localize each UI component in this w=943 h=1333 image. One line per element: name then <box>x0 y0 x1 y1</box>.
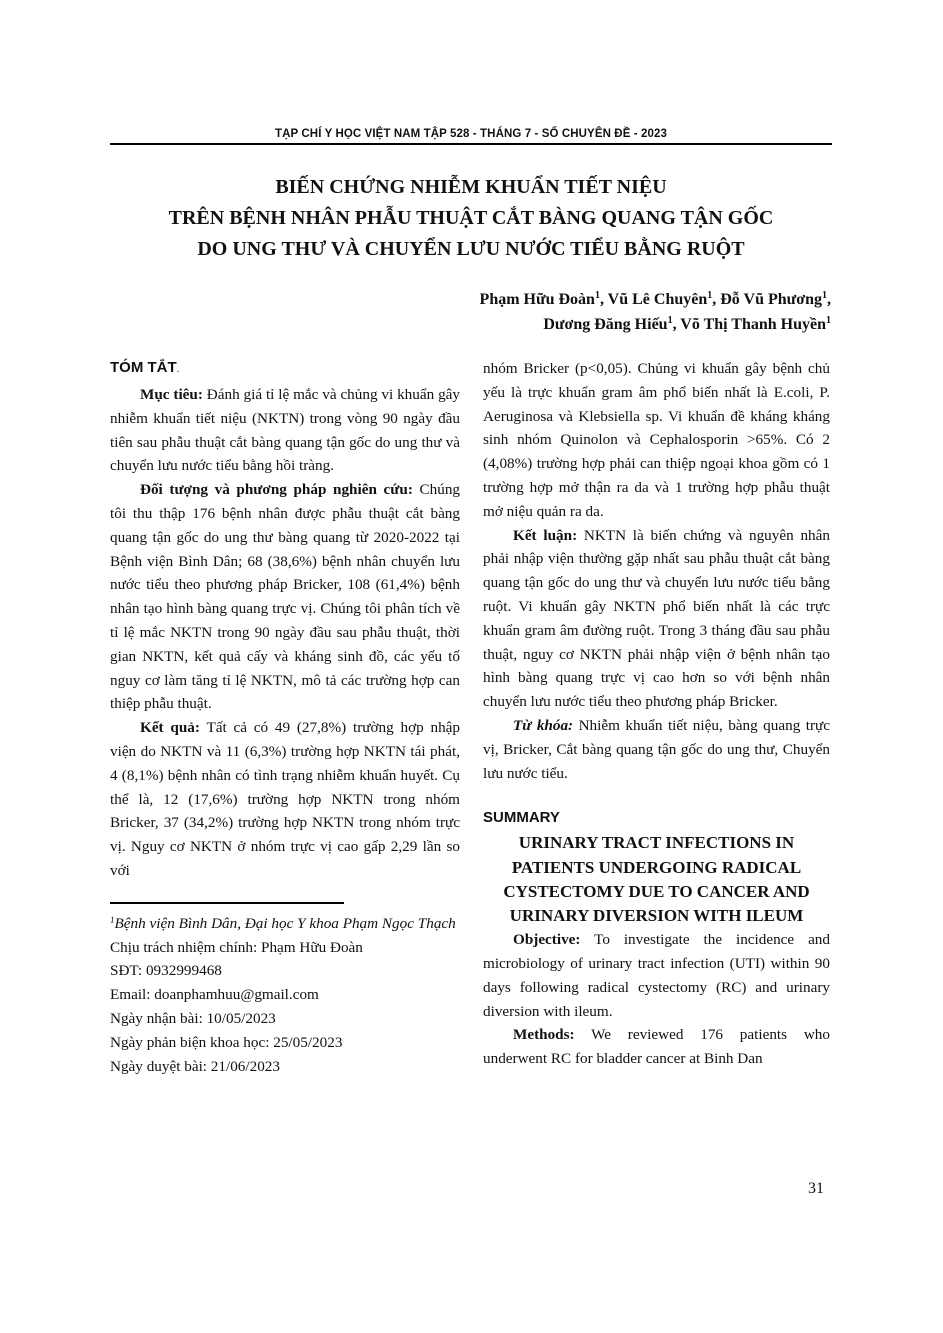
en-objective-text: To investigate the incidence and microbiology of urinary tract infection (UTI) within 90 days following radical cystectomy (RC) and urinary diversion with ileum. <box>483 931 830 1020</box>
author-line-2 <box>480 312 831 337</box>
abstract-heading: TÓM TẮT. <box>110 359 180 376</box>
title-line-2: TRÊN BỆNH NHÂN PHẪU THUẬT CẮT BÀNG QUANG TẬN GỐC <box>168 207 774 229</box>
separator: , <box>599 291 608 308</box>
en-methods-text: We reviewed 176 patients who underwent RC for bladder cancer at Binh Dan <box>483 1026 830 1068</box>
en-methods-label: Methods: <box>513 1026 575 1044</box>
objective-text: Đánh giá tỉ lệ mắc và chủng vi khuẩn gây nhiễm khuẩn tiết niệu (NKTN) trong vòng 90 ngày đầu tiên sau phẫu thuật cắt bàng quang tận gốc do ung thư và chuyển lưu nước tiểu bằng hồi tràng. <box>110 386 460 475</box>
date-received: Ngày nhận bài: 10/05/2023 <box>110 1009 276 1027</box>
footnotes <box>110 912 460 1079</box>
affiliation-mark: 1 <box>707 290 713 301</box>
header-rule <box>110 143 832 145</box>
methods-text: Chúng tôi thu thập 176 bệnh nhân được phẫu thuật cắt bàng quang tận gốc do ung thư bàng quang từ 2020-2022 tại Bệnh viện Bình Dân; 68 (38,6%) bệnh nhân chuyển lưu nước tiểu theo phương pháp Bricker, 108 (61,4%) bệnh nhân tạo hình bàng quang trực vị. Chúng tôi phân tích về tỉ lệ mắc NKTN trong 90 ngày đầu sau phẫu thuật, thời gian NKTN, kết quả cấy và kháng sinh đồ, các yếu tố nguy cơ làm tăng tỉ lệ NKTN, mô tả các trường hợp can thiệp phẫu thuật. <box>110 481 461 713</box>
conclusion-label: Kết luận: <box>513 526 578 544</box>
author-name: Phạm Hữu Đoàn <box>479 291 595 308</box>
keywords-paragraph <box>483 714 830 785</box>
author-name: Dương Đăng Hiếu <box>543 316 668 333</box>
en-methods-paragraph <box>483 1023 830 1071</box>
footnote-rule <box>110 902 344 904</box>
objective-label: Mục tiêu: <box>140 386 203 403</box>
email: Email: doanphamhuu@gmail.com <box>110 986 319 1004</box>
objective-paragraph <box>110 383 460 478</box>
keywords-text: Nhiễm khuẩn tiết niệu, bàng quang trực vị, Bricker, Cắt bàng quang tận gốc do ung thư, Chuyển lưu nước tiểu. <box>483 716 830 782</box>
affiliation-mark: 1 <box>594 290 600 301</box>
methods-label: Đối tượng và phương pháp nghiên cứu: <box>140 481 413 499</box>
date-accepted: Ngày duyệt bài: 21/06/2023 <box>110 1057 280 1075</box>
separator: , <box>827 291 831 308</box>
affiliation-mark: 1 <box>822 290 827 301</box>
results-label: Kết quả: <box>140 719 200 737</box>
corresponding-author: Chịu trách nhiệm chính: Phạm Hữu Đoàn <box>110 938 363 956</box>
results-paragraph <box>110 716 460 883</box>
title-line-3: DO UNG THƯ VÀ CHUYỂN LƯU NƯỚC TIỂU BẰNG RUỘT <box>197 238 745 260</box>
english-title: URINARY TRACT INFECTIONS IN PATIENTS UNDERGOING RADICAL CYSTECTOMY DUE TO CANCER AND URINARY DIVERSION WITH ILEUM <box>503 833 810 925</box>
results-text-part1: Tất cả có 49 (27,8%) trường hợp nhập viện do NKTN và 11 (6,3%) trường hợp NKTN tái phát, 4 (8,1%) bệnh nhân có tình trạng nhiễm khuẩn huyết. Cụ thể là, 12 (17,6%) trường hợp NKTN trong nhóm Bricker, 37 (34,2%) trường hợp NKTN trong nhóm trực vị. Nguy cơ NKTN ở nhóm trực vị cao gấp 2,29 lần so với <box>110 719 461 879</box>
date-reviewed: Ngày phản biện khoa học: 25/05/2023 <box>110 1033 343 1051</box>
running-head: TẠP CHÍ Y HỌC VIỆT NAM TẬP 528 - THÁNG 7 - SỐ CHUYÊN ĐỀ - 2023 <box>275 128 667 140</box>
results-continued: nhóm Bricker (p<0,05). Chủng vi khuẩn gây bệnh chủ yếu là trực khuẩn gram âm phổ biến nhất là E.coli, P. Aeruginosa và Klebsiella sp. Vi khuẩn đề kháng kháng sinh nhóm Quinolon và Cephalosporin >65%. Có 2 (4,08%) trường hợp phải can thiệp ngoại khoa gồm có 1 trường hợp mở thận ra da và 1 trường hợp phẫu thuật mở niệu quản ra da. <box>483 360 830 520</box>
affiliation-mark: 1 <box>826 315 831 326</box>
keywords-label: Từ khóa: <box>513 716 574 734</box>
phone-number: SĐT: 0932999468 <box>110 962 222 980</box>
title-line-1: BIẾN CHỨNG NHIỄM KHUẨN TIẾT NIỆU <box>275 176 667 198</box>
separator: , <box>712 291 721 308</box>
author-name: Đỗ Vũ Phương <box>720 291 822 308</box>
left-column <box>110 357 460 1078</box>
en-objective-label: Objective: <box>513 931 581 949</box>
summary-heading: SUMMARY <box>483 809 560 827</box>
conclusion-paragraph <box>483 524 830 714</box>
author-name: Võ Thị Thanh Huyền <box>680 316 826 333</box>
conclusion-text: NKTN là biến chứng và nguyên nhân phải nhập viện thường gặp nhất sau phẫu thuật cắt bàng quang tận gốc do ung thư và chuyển lưu nước tiểu bằng ruột. Vi khuẩn gây NKTN phổ biến nhất là các trực khuẩn gram âm đường ruột. Trong 3 tháng đầu sau phẫu thuật, nguy cơ NKTN phải nhập viện ở bệnh nhân tạo hình bàng quang trực vị cao hơn so với bệnh nhân chuyển lưu nước tiểu theo phương pháp Bricker. <box>483 526 830 711</box>
article-title <box>110 172 832 265</box>
page-number: 31 <box>808 1180 824 1197</box>
affiliation-footnote: $^1$Bệnh viện Bình Dân, Đại học Y khoa Phạm Ngọc Thạch <box>110 914 456 932</box>
author-list <box>480 287 831 337</box>
affiliation-mark: 1 <box>667 315 673 326</box>
separator: , <box>672 316 681 333</box>
right-column <box>483 357 830 1071</box>
en-objective-paragraph <box>483 928 830 1023</box>
methods-paragraph <box>110 478 460 716</box>
author-line-1 <box>480 287 831 312</box>
author-name: Vũ Lê Chuyên <box>607 291 708 308</box>
